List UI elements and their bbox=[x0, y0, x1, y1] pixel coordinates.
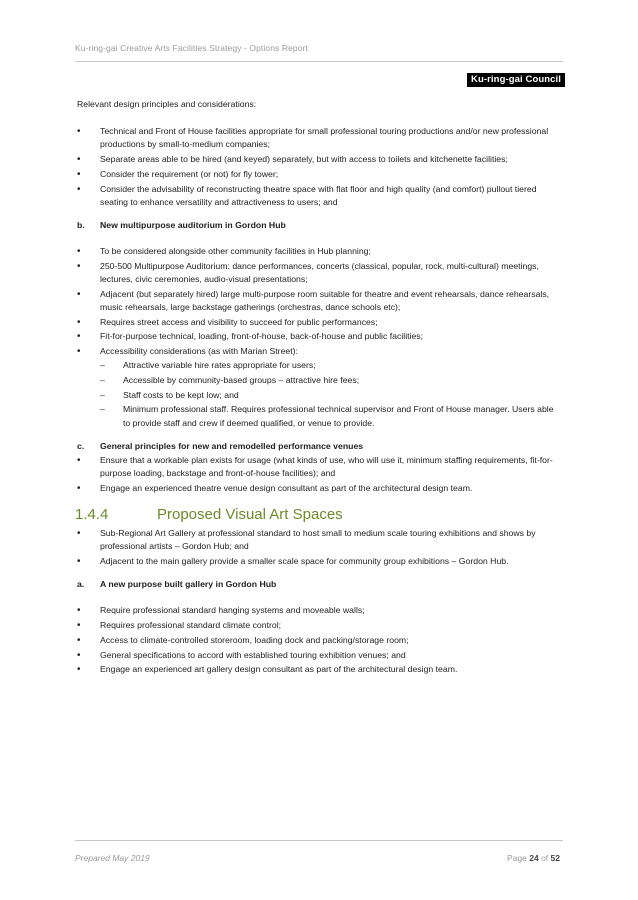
list-item: • Requires professional standard climate control; bbox=[77, 619, 561, 632]
accessibility-sublist bbox=[100, 359, 561, 430]
header-divider bbox=[75, 61, 563, 62]
list-item: • To be considered alongside other community facilities in Hub planning; bbox=[77, 245, 561, 258]
list-item: • Technical and Front of House facilities appropriate for small professional touring productions and/or new professional productions by small-to-medium companies; bbox=[77, 125, 561, 151]
subheading-number: b. bbox=[77, 219, 85, 230]
list-item-text: Accessibility considerations (as with Marian Street): bbox=[100, 346, 298, 357]
section-title: Proposed Visual Art Spaces bbox=[157, 506, 343, 524]
page-label: Page bbox=[506, 853, 527, 863]
subheading-title: General principles for new and remodelled performance venues bbox=[100, 440, 364, 451]
list-item: • Fit-for-purpose technical, loading, front-of-house, back-of-house and public facilities; bbox=[77, 330, 561, 343]
section-number: 1.4.4 bbox=[75, 506, 109, 524]
subheading-b bbox=[77, 219, 561, 232]
list-item: • Separate areas able to be hired (and keyed) separately, but with access to toilets and kitchenette facilities; bbox=[77, 153, 561, 166]
list-item: • Require professional standard hanging systems and moveable walls; bbox=[77, 604, 561, 617]
intro-text: Relevant design principles and considerations: bbox=[77, 99, 257, 109]
page-body bbox=[77, 98, 561, 678]
footer-prepared-date: Prepared May 2019 bbox=[75, 853, 150, 863]
list-item: • Access to climate-controlled storeroom, loading dock and packing/storage room; bbox=[77, 634, 561, 647]
list-item: • Engage an experienced theatre venue design consultant as part of the architectural design team. bbox=[77, 482, 561, 495]
header-title: Ku-ring-gai Creative Arts Facilities Strategy - Options Report bbox=[75, 43, 308, 53]
sublist-item: – Minimum professional staff. Requires professional technical supervisor and Front of House manager. Users able to provide staff and crew if deemed qualified, or venue to provide. bbox=[100, 403, 561, 429]
footer-divider bbox=[75, 840, 563, 841]
council-logo: Ku-ring-gai Council bbox=[467, 73, 565, 87]
sublist-item: – Accessible by community-based groups – attractive hire fees; bbox=[100, 374, 561, 387]
design-principles-list bbox=[77, 125, 561, 209]
list-item: • Engage an experienced art gallery design consultant as part of the architectural design team. bbox=[77, 663, 561, 676]
list-item: • General specifications to accord with established touring exhibition venues; and bbox=[77, 649, 561, 662]
auditorium-list bbox=[77, 245, 561, 430]
list-item: • Adjacent to the main gallery provide a smaller scale space for community group exhibitions – Gordon Hub. bbox=[77, 555, 561, 568]
subheading-number: c. bbox=[77, 440, 85, 451]
list-item: • Ensure that a workable plan exists for usage (what kinds of use, who will use it, minimum staffing requirements, fit-for-purpose loading, backstage and front-of-house facilities); and bbox=[77, 454, 561, 480]
page-of-label: of bbox=[541, 853, 549, 863]
list-item: • Consider the advisability of reconstructing theatre space with flat floor and high quality (and comfort) pullout tiered seating to enhance versatility and attractiveness to users; and bbox=[77, 183, 561, 209]
section-heading-1-4-4 bbox=[75, 506, 561, 524]
list-item: • Consider the requirement (or not) for fly tower; bbox=[77, 168, 561, 181]
subheading-title: New multipurpose auditorium in Gordon Hub bbox=[100, 219, 286, 230]
page-total: 52 bbox=[550, 853, 560, 863]
subheading-title: A new purpose built gallery in Gordon Hub bbox=[100, 579, 277, 590]
list-item: • Sub-Regional Art Gallery at professional standard to host small to medium scale touring exhibitions and shows by professional artists – Gordon Hub; and bbox=[77, 527, 561, 553]
sublist-item: – Staff costs to be kept low; and bbox=[100, 389, 561, 402]
page-number bbox=[507, 853, 560, 863]
gallery-list bbox=[77, 604, 561, 676]
list-item bbox=[77, 345, 561, 430]
subheading-a bbox=[77, 578, 561, 591]
subheading-number: a. bbox=[77, 579, 85, 590]
list-item: • Adjacent (but separately hired) large multi-purpose room suitable for theatre and event rehearsals, dance rehearsals, music rehearsals, large backstage gatherings (orchestras, dance schools etc); bbox=[77, 288, 561, 314]
list-item: • 250-500 Multipurpose Auditorium: dance performances, concerts (classical, popular, rock, multi-cultural) meetings, lectures, civic ceremonies, audio-visual presentations; bbox=[77, 260, 561, 286]
subheading-c bbox=[77, 440, 561, 453]
sublist-item: – Attractive variable hire rates appropriate for users; bbox=[100, 359, 561, 372]
list-item: • Requires street access and visibility to succeed for public performances; bbox=[77, 316, 561, 329]
page-current: 24 bbox=[529, 853, 539, 863]
general-principles-list bbox=[77, 454, 561, 495]
visual-art-spaces-list bbox=[77, 527, 561, 568]
